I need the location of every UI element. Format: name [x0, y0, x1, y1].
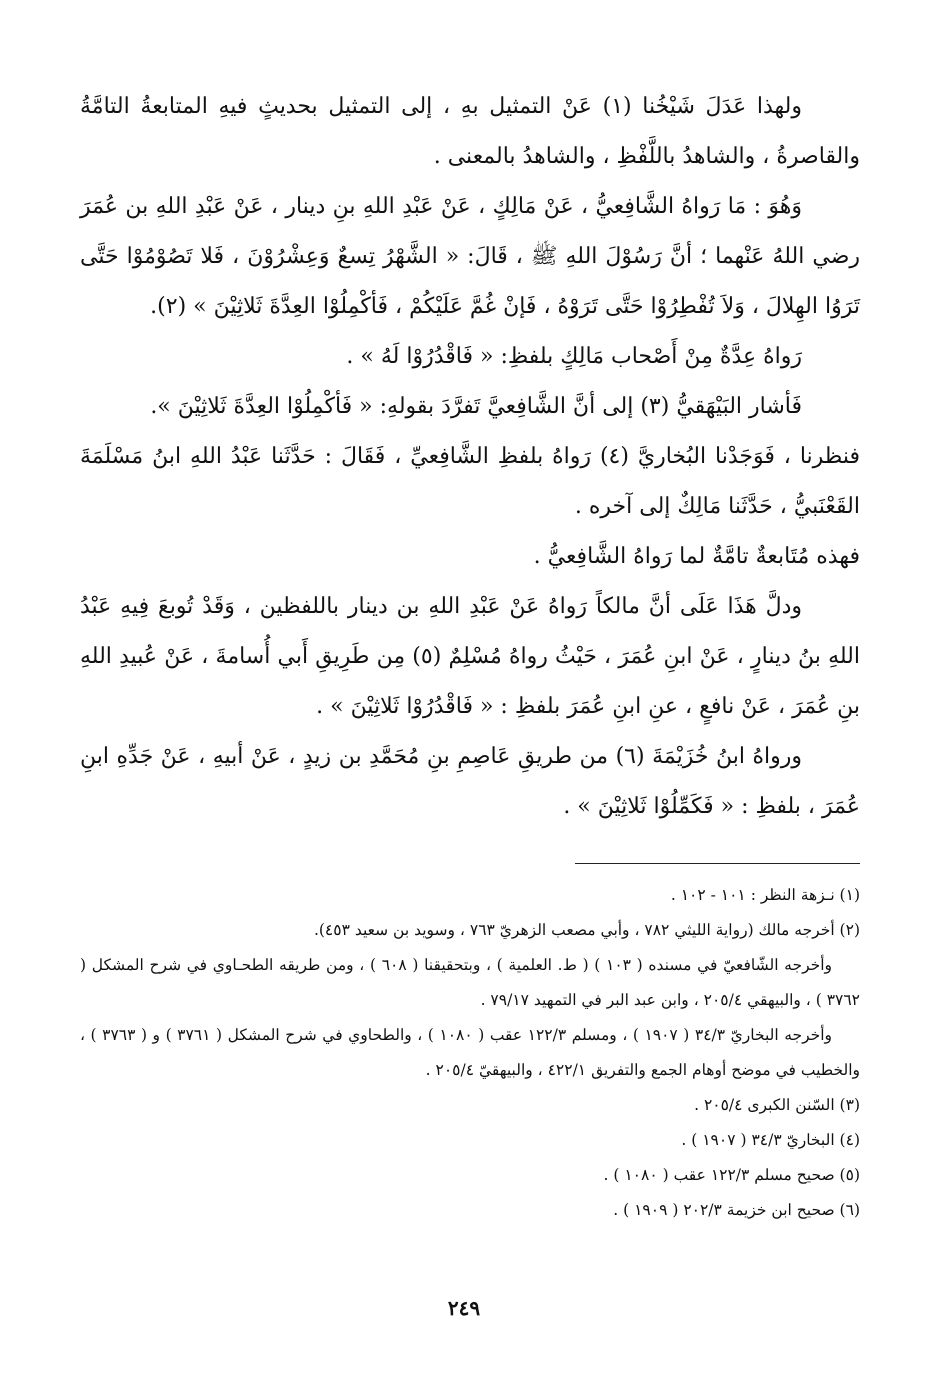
paragraph-2: وَهُوَ : مَا رَواهُ الشَّافِعيُّ ، عَنْ مَالِكٍ ، عَنْ عَبْدِ اللهِ بنِ دينار ، عَنْ عَبْدِ اللهِ بن عُمَرَ رضي اللهُ عَنْهما ؛ أنَّ رَسُوْلَ اللهِ ﷺ ، قَالَ: « الشَّهْرُ تِسعٌ وَعِشْرُوْنَ ، فَلا تَصُوْمُوْا حَتَّى تَرَوُا الهِلالَ ، وَلاَ تُفْطِرُوْا حَتَّى تَرَوْهُ ، فَإنْ غُمَّ عَلَيْكُمْ ، فَأكْمِلُوْا العِدَّةَ ثَلاثِيْنَ » (٢).: [80, 194, 860, 319]
footnote-4: (٤) البخاريّ ٣٤/٣ ( ١٩٠٧ ) .: [681, 1131, 860, 1149]
footnote-2-continuation-a: وأخرجه الشّافعيّ في مسنده ( ١٠٣ ) ( ط. العلمية ) ، وبتحقيقنا ( ٦٠٨ ) ، ومن طريقه الطحـاوي في شرح المشكل ( ٣٧٦٢ ) ، والبيهقي ٢٠٥/٤ ، وابن عبد البر في التمهيد ٧٩/١٧ .: [80, 956, 860, 1009]
paragraph-5: فنظرنا ، فَوَجَدْنا البُخاريَّ (٤) رَواهُ بلفظِ الشَّافِعيِّ ، فَقَالَ : حَدَّثَنا عَبْدُ اللهِ ابنُ مَسْلَمَةَ القَعْنَبيُّ ، حَدَّثَنا مَالِكٌ إلى آخره .: [80, 444, 860, 519]
paragraph-3: رَواهُ عِدَّةٌ مِنْ أَصْحاب مَالِكٍ بلفظِ: « فَاقْدُرُوْا لَهُ » .: [346, 344, 802, 369]
footnote-3: (٣) السّنن الكبرى ٢٠٥/٤ .: [694, 1096, 860, 1114]
page-number: ٢٤٩: [447, 1296, 481, 1320]
footnote-separator: [575, 863, 860, 864]
footnote-2-continuation-b: وأخرجه البخاريّ ٣٤/٣ ( ١٩٠٧ ) ، ومسلم ١٢٢/٣ عقب ( ١٠٨٠ ) ، والطحاوي في شرح المشكل ( ٣٧٦١ ) و ( ٣٧٦٣ ) ، والخطيب في موضح أوهام الجمع والتفريق ٤٢٢/١ ، والبيهقيّ ٢٠٥/٤ .: [80, 1026, 860, 1079]
main-text: [80, 82, 860, 832]
paragraph-1: ولهذا عَدَلَ شَيْخُنا (١) عَنْ التمثيل بهِ ، إلى التمثيل بحديثٍ فيهِ المتابعةُ التامَّةُ والقاصرةُ ، والشاهدُ باللَّفْظِ ، والشاهدُ بالمعنى .: [80, 94, 860, 169]
paragraph-6: فهذه مُتَابعةٌ تامَّةٌ لما رَواهُ الشَّافِعيُّ .: [533, 544, 860, 569]
footnote-5: (٥) صحيح مسلم ١٢٢/٣ عقب ( ١٠٨٠ ) .: [603, 1166, 860, 1184]
footnote-2: (٢) أخرجه مالك (رواية الليثي ٧٨٢ ، وأبي مصعب الزهريّ ٧٦٣ ، وسويد بن سعيد ٤٥٣).: [313, 921, 860, 939]
paragraph-7: ودلَّ هَذَا عَلَى أنَّ مالكاً رَواهُ عَنْ عَبْدِ اللهِ بن دينار باللفظين ، وَقَدْ تُوبعَ فِيهِ عَبْدُ اللهِ بنُ دينارٍ ، عَنْ ابنِ عُمَرَ ، حَيْثُ رواهُ مُسْلِمٌ (٥) مِن طَرِيقِ أَبي أُسامةَ ، عَنْ عُبيدِ اللهِ بنِ عُمَرَ ، عَنْ نافعٍ ، عنِ ابنِ عُمَرَ بلفظِ : « فَاقْدُرُوْا ثَلاثِيْنَ » .: [80, 594, 860, 719]
paragraph-8: ورواهُ ابنُ خُزَيْمَةَ (٦) من طريقِ عَاصِمِ بنِ مُحَمَّدِ بن زيدٍ ، عَنْ أبيهِ ، عَنْ جَدِّهِ ابنِ عُمَرَ ، بلفظِ : « فَكَمِّلُوْا ثَلاثِيْنَ » .: [80, 744, 860, 819]
paragraph-4: فَأشار البَيْهَقيُّ (٣) إلى أنَّ الشَّافِعيَّ تَفرَّدَ بقولهِ: « فَأكْمِلُوْا العِدَّةَ ثَلاثِيْنَ ».: [150, 394, 802, 419]
footnotes: [80, 878, 860, 1228]
footnote-6: (٦) صحيح ابن خزيمة ٢٠٢/٣ ( ١٩٠٩ ) .: [613, 1201, 860, 1219]
footnote-1: (١) نـزهة النظر : ١٠١ - ١٠٢ .: [670, 886, 860, 904]
